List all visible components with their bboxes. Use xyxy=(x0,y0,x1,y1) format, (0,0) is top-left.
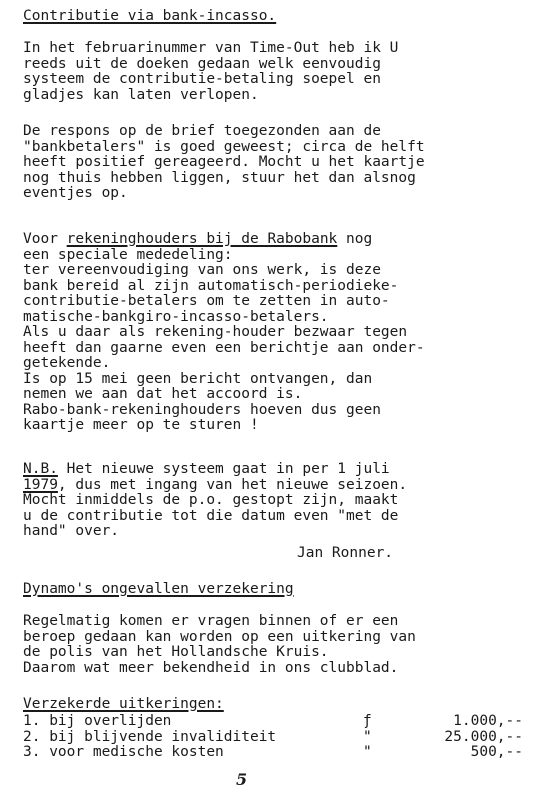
row-amount: 500,-- xyxy=(470,744,523,760)
row-label: 3. voor medische kosten xyxy=(23,744,224,760)
text-line: een speciale mededeling: xyxy=(23,246,233,263)
text-line: "bankbetalers" is goed geweest; circa de helft xyxy=(23,138,425,155)
row-amount: 25.000,-- xyxy=(444,728,523,745)
text-line: Regelmatig komen er vragen binnen of er een xyxy=(23,613,399,629)
heading-text: Dynamo's ongevallen verzekering xyxy=(23,581,294,597)
ditto-mark: " xyxy=(363,728,372,745)
text-line xyxy=(23,232,533,248)
text-fragment: , dus met ingang van het nieuwe seizoen. xyxy=(57,476,408,493)
paragraph-intro xyxy=(23,41,533,103)
text-line xyxy=(23,478,533,494)
text-line: contributie-betalers om te zetten in auto- xyxy=(23,293,390,309)
text-line: bank bereid al zijn automatisch-periodieke- xyxy=(23,277,399,294)
heading-text: Contributie via bank-incasso. xyxy=(23,8,277,24)
table-heading xyxy=(23,697,533,713)
text-line: eventjes op. xyxy=(23,185,128,201)
text-line: beroep gedaan kan worden op een uitkering van xyxy=(23,628,416,645)
paragraph-verzekering xyxy=(23,614,533,676)
section-heading-verzekering xyxy=(23,582,533,598)
signature xyxy=(297,546,393,562)
text-line: de polis van het Hollandsche Kruis. xyxy=(23,644,329,660)
paragraph-nb xyxy=(23,462,533,540)
heading-text: Verzekerde uitkeringen: xyxy=(23,696,224,712)
text-line: systeem de contributie-betaling soepel en xyxy=(23,71,381,87)
section-heading-contributie xyxy=(23,9,533,25)
paragraph-respons xyxy=(23,124,533,202)
row-label: 1. bij overlijden xyxy=(23,713,172,729)
text-line: nemen we aan dat het accoord is. xyxy=(23,386,303,402)
text-line: u de contributie tot die datum even "met de xyxy=(23,507,399,524)
row-amount: 1.000,-- xyxy=(453,713,523,729)
text-line: heeft positief gereageerd. Mocht u het kaartje xyxy=(23,154,425,170)
text-line: reeds uit de doeken gedaan welk eenvoudig xyxy=(23,55,381,72)
ditto-mark: " xyxy=(363,744,372,760)
text-line: De respons op de brief toegezonden aan de xyxy=(23,123,381,139)
text-fragment: Voor xyxy=(23,231,67,247)
text-fragment: nog xyxy=(337,231,373,247)
text-fragment: Het nieuwe systeem gaat in per 1 juli xyxy=(57,461,390,477)
text-line: Is op 15 mei geen bericht ontvangen, dan xyxy=(23,370,373,387)
text-line: In het februarinummer van Time-Out heb ik U xyxy=(23,40,399,56)
text-line: hand" over. xyxy=(23,523,120,539)
text-line: Mocht inmiddels de p.o. gestopt zijn, maakt xyxy=(23,492,399,508)
text-line: Rabo-bank-rekeninghouders hoeven dus geen xyxy=(23,401,381,418)
table-row xyxy=(23,730,523,746)
nb-year: 1979 xyxy=(23,476,58,493)
page-number: 5 xyxy=(236,770,248,789)
text-line: Daarom wat meer bekendheid in ons clubblad. xyxy=(23,659,399,676)
text-line: kaartje meer op te sturen ! xyxy=(23,417,259,433)
nb-label: N.B. xyxy=(23,461,58,477)
text-line: heeft dan gaarne even een berichtje aan onder- xyxy=(23,339,425,356)
underlined-rabobank: rekeninghouders bij de Rabobank xyxy=(66,231,338,247)
text-line: Als u daar als rekening-houder bezwaar tegen xyxy=(23,324,408,340)
text-line xyxy=(23,462,533,478)
table-row xyxy=(23,714,523,730)
currency-symbol: ƒ xyxy=(363,713,372,729)
paragraph-rabobank xyxy=(23,232,533,434)
row-label: 2. bij blijvende invaliditeit xyxy=(23,728,277,745)
insurance-table xyxy=(23,714,523,761)
text-line: ter vereenvoudiging van ons werk, is deze xyxy=(23,262,381,278)
text-line: matische-bankgiro-incasso-betalers. xyxy=(23,308,329,325)
signature-text: Jan Ronner. xyxy=(297,545,394,561)
text-line: gladjes kan laten verlopen. xyxy=(23,86,259,103)
text-line: getekende. xyxy=(23,355,111,371)
text-line: nog thuis hebben liggen, stuur het dan alsnog xyxy=(23,169,416,186)
table-row xyxy=(23,745,523,761)
